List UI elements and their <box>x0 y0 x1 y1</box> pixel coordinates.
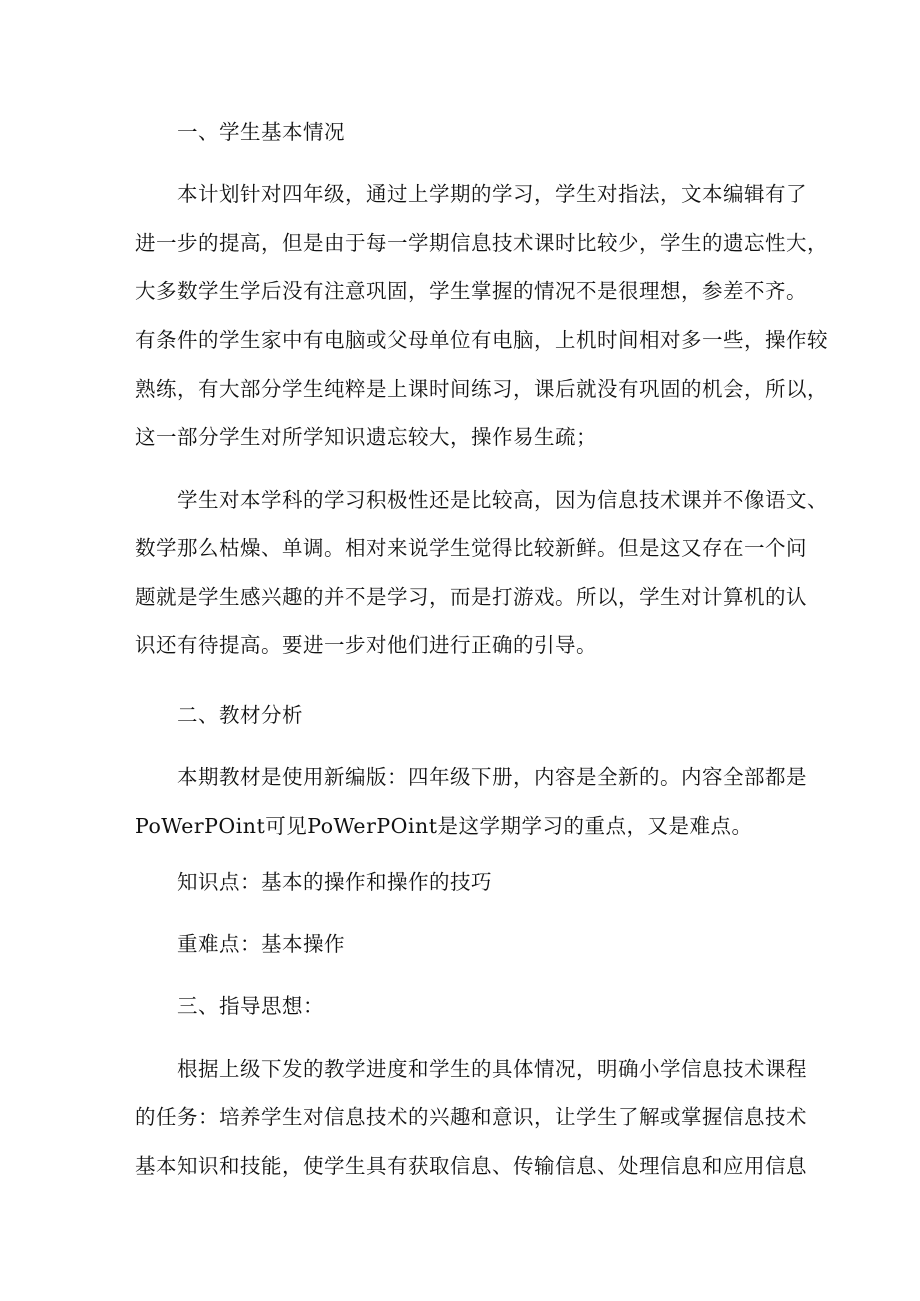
paragraph-line: 有条件的学生家中有电脑或父母单位有电脑，上机时间相对多一些，操作较 <box>135 328 828 352</box>
paragraph-line: 进一步的提高，但是由于每一学期信息技术课时比较少，学生的遗忘性大， <box>135 231 828 255</box>
section-heading-guiding-thought: 三、指导思想： <box>177 994 324 1018</box>
paragraph-line: 本期教材是使用新编版：四年级下册，内容是全新的。内容全部都是 <box>177 765 807 789</box>
paragraph-line: 的任务：培养学生对信息技术的兴趣和意识，让学生了解或掌握信息技术 <box>135 1105 807 1129</box>
section-heading-student-situation: 一、学生基本情况 <box>177 120 345 144</box>
paragraph-line: 识还有待提高。要进一步对他们进行正确的引导。 <box>135 633 597 657</box>
paragraph-line: 本计划针对四年级，通过上学期的学习，学生对指法，文本编辑有了 <box>177 182 807 206</box>
paragraph-line: PoWerPOint可见PoWerPOint是这学期学习的重点，又是难点。 <box>135 814 753 838</box>
knowledge-point-line: 知识点：基本的操作和操作的技巧 <box>177 870 492 894</box>
paragraph-line: 题就是学生感兴趣的并不是学习，而是打游戏。所以，学生对计算机的认 <box>135 585 807 609</box>
paragraph-line: 大多数学生学后没有注意巩固，学生掌握的情况不是很理想，参差不齐。 <box>135 279 807 303</box>
paragraph-line: 熟练，有大部分学生纯粹是上课时间练习，课后就没有巩固的机会，所以， <box>135 377 828 401</box>
key-difficulty-line: 重难点：基本操作 <box>177 932 345 956</box>
section-heading-textbook-analysis: 二、教材分析 <box>177 703 303 727</box>
paragraph-line: 数学那么枯燥、单调。相对来说学生觉得比较新鲜。但是这又存在一个问 <box>135 536 807 560</box>
paragraph-line: 根据上级下发的教学进度和学生的具体情况，明确小学信息技术课程 <box>177 1057 807 1081</box>
paragraph-line: 这一部分学生对所学知识遗忘较大，操作易生疏； <box>135 425 597 449</box>
paragraph-line: 学生对本学科的学习积极性还是比较高，因为信息技术课并不像语文、 <box>177 488 828 512</box>
paragraph-line: 基本知识和技能，使学生具有获取信息、传输信息、处理信息和应用信息 <box>135 1154 807 1178</box>
